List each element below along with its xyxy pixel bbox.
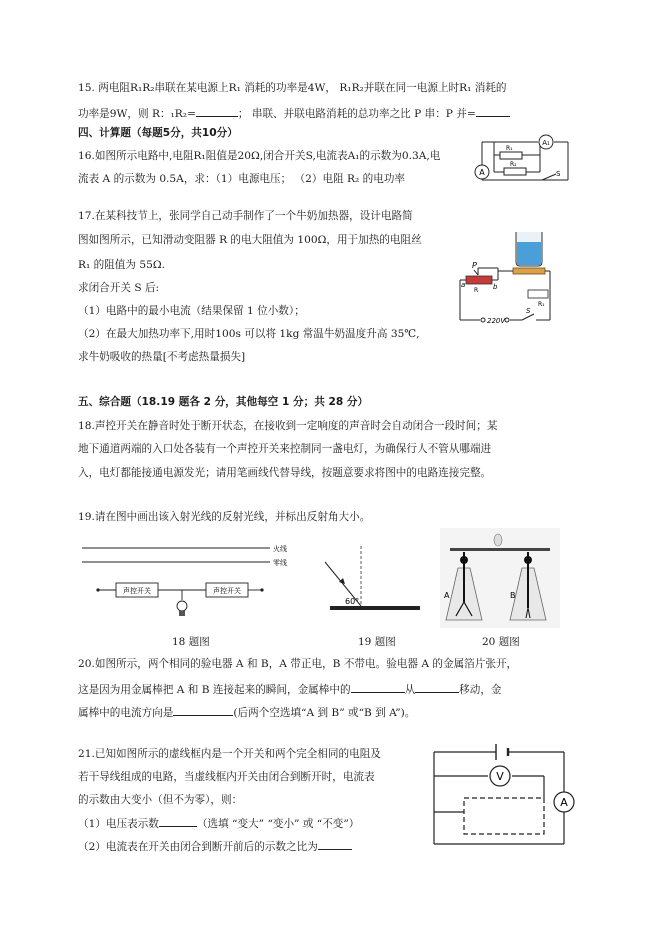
q21-line4 [78, 815, 359, 831]
q21-line3: 的示数由大变小（但不为零），则： [78, 794, 243, 806]
switch-s-label: S [526, 307, 531, 315]
caption-fig20: 20 题图 [482, 636, 520, 648]
q17-line6: （2）在最大加热功率下,用时100s 可以将 1kg 常温牛奶温度升高 35℃, [78, 328, 420, 340]
q17-line4: 求闭合开关 S 后: [78, 282, 160, 294]
electroscope-a-label: A [444, 591, 450, 600]
neutral-wire-label: 零线 [273, 559, 287, 567]
caption-fig18: 18 题图 [172, 636, 210, 648]
q17-heater-diagram [450, 228, 560, 338]
voltage-220v-label: 220V [487, 317, 506, 325]
fig20-electroscopes [440, 528, 560, 628]
answer-blank [415, 681, 459, 693]
sound-switch-1-label: 声控开关 [123, 587, 151, 595]
live-wire-label: 火线 [273, 545, 287, 553]
heater-r1-label: R₁ [538, 301, 545, 308]
q16-line1: 16.如图所示电路中,电阻R₁阻值是20Ω,闭合开关S,电流表A₁的示数为0.3A,电 [78, 150, 441, 162]
voltmeter-v-label: V [496, 770, 504, 783]
q15-line2-a: 功率是9W，则 R：₁R₂= [78, 108, 196, 120]
ammeter-a-label: A [560, 796, 568, 809]
answer-blank [351, 681, 405, 693]
r1-label: R₁ [506, 145, 513, 152]
q21-line2: 若干导线组成的电路，当虚线框内开关由闭合到断开时，电流表 [78, 771, 375, 783]
fig18-circuit [82, 540, 302, 620]
electroscope-b-label: B [510, 591, 516, 600]
q15-line1: 15. 两电阻R₁R₂串联在某电源上R₁ 消耗的功率是4W， R₁R₂并联在同一电源上时R₁ 消耗的 [78, 82, 507, 94]
answer-blank [318, 838, 352, 850]
sound-switch-2-label: 声控开关 [213, 587, 241, 595]
slider-p-label: P [472, 261, 477, 270]
answer-blank [159, 815, 197, 827]
q21-circuit-diagram [430, 740, 580, 850]
q20-line2-b: 从 [404, 684, 416, 696]
q21-line4-a: （1）电压表示数 [78, 818, 159, 830]
q21-line5 [78, 838, 352, 854]
q20-line3-a: 属棒中的电流方向是 [78, 707, 174, 719]
q20-line1: 20.如图所示，两个相同的验电器 A 和 B，A 带正电，B 不带电。验电器 A 的金属箔片张开， [78, 658, 518, 670]
switch-s-label: S [556, 170, 561, 178]
answer-blank [476, 105, 510, 117]
q15-line2 [78, 105, 510, 121]
q21-line5-a: （2）电流表在开关由闭合到断开前后的示数之比为 [78, 841, 318, 853]
q17-line1: 17.在某科技节上，张同学自己动手制作了一个牛奶加热器，设计电路简 [78, 210, 413, 222]
angle-60-label: 60° [345, 597, 360, 606]
q17-line7: 求牛奶吸收的热量[不考虑热量损失] [78, 351, 246, 363]
q16-line2: 流表 A 的示数为 0.5A，求：（1）电源电压； （2）电阻 R₂ 的电功率 [78, 173, 406, 185]
q20-line2-a: 这是因为用金属棒把 A 和 B 连接起来的瞬间，金属棒中的 [78, 684, 351, 696]
q20-line3-b: (后两个空选填“A 到 B” 或“B 到 A”)。 [233, 707, 416, 719]
ammeter-a1-label: A₁ [542, 139, 550, 147]
ammeter-a-label: A [479, 168, 485, 177]
answer-blank [173, 704, 233, 716]
answer-blank [196, 105, 238, 117]
section-4-title: 四、计算题（每题5分，共10分） [78, 127, 238, 139]
q20-line2-c: 移动，金 [459, 684, 502, 696]
q15-line2-b: ； 串联、并联电路消耗的总功率之比 P 串：P 并= [237, 108, 476, 120]
caption-fig19: 19 题图 [358, 636, 396, 648]
q19-line1: 19.请在图中画出该入射光线的反射光线，并标出反射角大小。 [78, 511, 371, 523]
rheostat-r-label: R [474, 287, 479, 294]
q17-line2: 图如图所示，已知滑动变阻器 R 的电大阻值为 100Ω，用于加热的电阻丝 [78, 234, 422, 246]
section-5-title: 五、综合题（18.19 题各 2 分，其他每空 1 分；共 28 分） [78, 396, 369, 408]
end-b-label: b [493, 283, 498, 291]
end-a-label: a [461, 281, 466, 289]
q16-circuit-diagram [470, 130, 580, 190]
fig19-reflection [325, 540, 425, 620]
q21-line1: 21.已知如图所示的虚线框内是一个开关和两个完全相同的电阻及 [78, 748, 381, 760]
q17-line5: （1）电路中的最小电流（结果保留 1 位小数）； [78, 305, 305, 317]
q18-line2: 地下通道两端的入口处各装有一个声控开关来控制同一盏电灯，为确保行人不管从哪端进 [78, 443, 492, 455]
q18-line3: 入，电灯都能接通电源发光；请用笔画线代替导线，按题意要求将图中的电路连接完整。 [78, 467, 492, 479]
q17-line3: R₁ 的阻值为 55Ω. [78, 259, 165, 271]
r2-label: R₂ [510, 161, 517, 168]
q21-line4-b: （选填 “变大” “变小” 或 “不变”） [196, 818, 360, 830]
q18-line1: 18.声控开关在静音时处于断开状态，在接收到一定响度的声音时会自动闭合一段时间；某 [78, 420, 498, 432]
q20-line3 [78, 704, 415, 720]
q20-line2 [78, 681, 502, 697]
